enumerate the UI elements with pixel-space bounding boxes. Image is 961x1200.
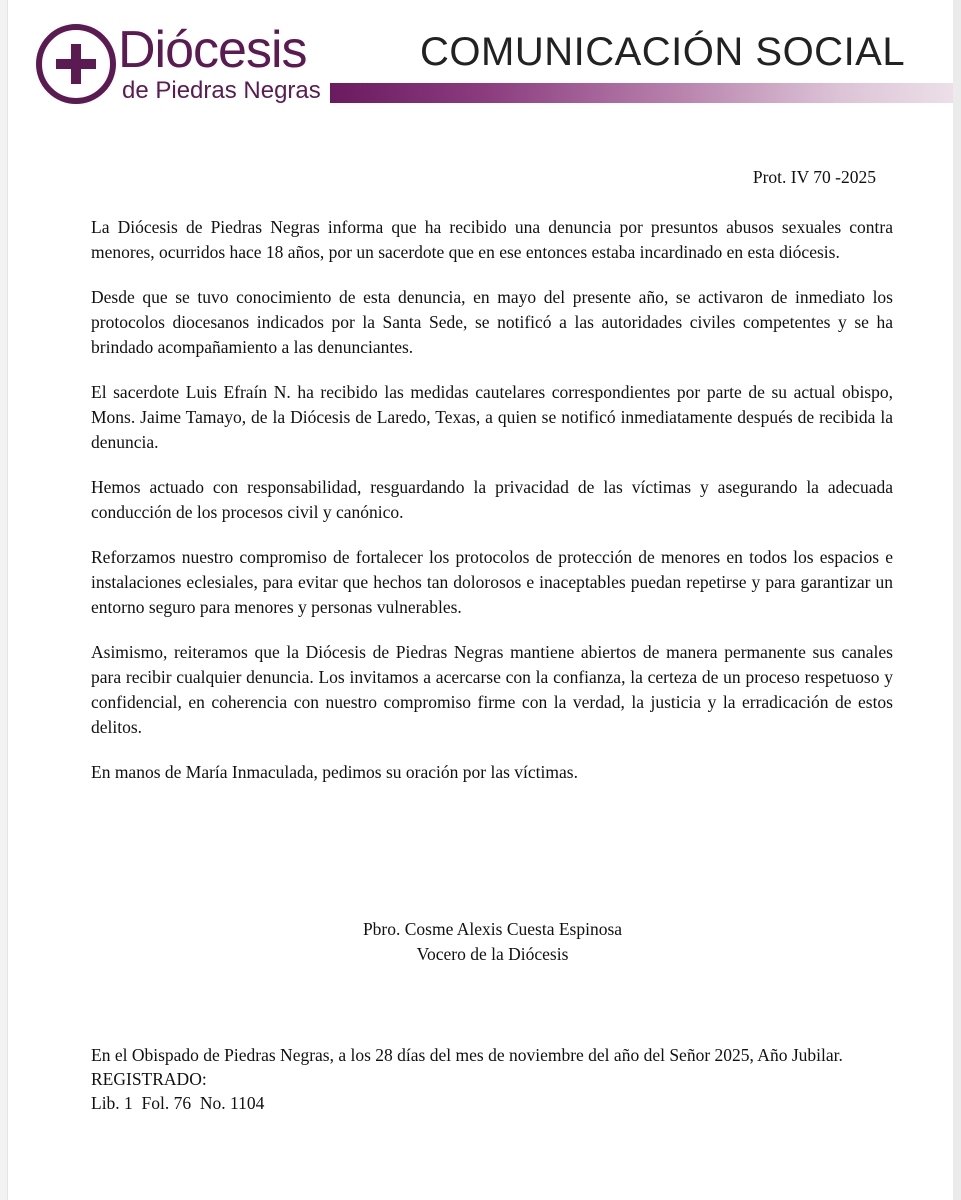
cross-circle-icon [34,22,118,106]
paragraph-5: Reforzamos nuestro compromiso de fortalecer los protocolos de protección de menores en todos los espacios e instalaciones eclesiales, para evitar que hechos tan dolorosos e inaceptables puedan repetirse y para garantizar un entorno seguro para menores y personas vulnerables. [91,547,893,617]
signatory-name: Pbro. Cosme Alexis Cuesta Espinosa [362,919,623,939]
signature-block [8,917,961,967]
page-edge [953,0,961,1200]
paragraph-2: Desde que se tuvo conocimiento de esta denuncia, en mayo del presente año, se activaron de inmediato los protocolos diocesanos indicados por la Santa Sede, se notificó a las autoridades civiles competentes y se ha brindado acompañamiento a las denunciantes. [91,287,893,357]
paragraph-1: La Diócesis de Piedras Negras informa que ha recibido una denuncia por presuntos abusos sexuales contra menores, ocurridos hace 18 años, por un sacerdote que en ese entonces estaba incardinado en esta diócesis. [91,217,893,262]
footer-block [91,1043,893,1115]
statement-body [91,215,893,805]
section-title: COMUNICACIÓN SOCIAL [420,30,906,74]
paragraph-6: Asimismo, reiteramos que la Diócesis de Piedras Negras mantiene abiertos de manera permanente sus canales para recibir cualquier denuncia. Los invitamos a acercarse con la confianza, la certeza de un proceso respetuoso y confidencial, en coherencia con nuestro compromiso firme con la verdad, la justicia y la erradicación de estos delitos. [91,642,893,737]
registered-label: REGISTRADO: [91,1069,207,1089]
paragraph-4: Hemos actuado con responsabilidad, resguardando la privacidad de las víctimas y asegurando la adecuada conducción de los procesos civil y canónico. [91,477,893,522]
protocol-number: Prot. IV 70 -2025 [752,167,876,187]
brand-subtitle: de Piedras Negras [122,77,321,104]
signatory-role: Vocero de la Diócesis [416,944,569,964]
header-gradient-bar [330,83,961,103]
document-page [8,0,953,1200]
paragraph-7: En manos de María Inmaculada, pedimos su oración por las víctimas. [91,762,578,782]
place-date: En el Obispado de Piedras Negras, a los 28 días del mes de noviembre del año del Señor 2025, Año Jubilar. [91,1045,843,1065]
brand-title: Diócesis [118,21,307,79]
paragraph-3: El sacerdote Luis Efraín N. ha recibido las medidas cautelares correspondientes por parte de su actual obispo, Mons. Jaime Tamayo, de la Diócesis de Laredo, Texas, a quien se notificó inmediatamente después de recibida la denuncia. [91,382,893,452]
registry-number: Lib. 1 Fol. 76 No. 1104 [91,1093,265,1113]
